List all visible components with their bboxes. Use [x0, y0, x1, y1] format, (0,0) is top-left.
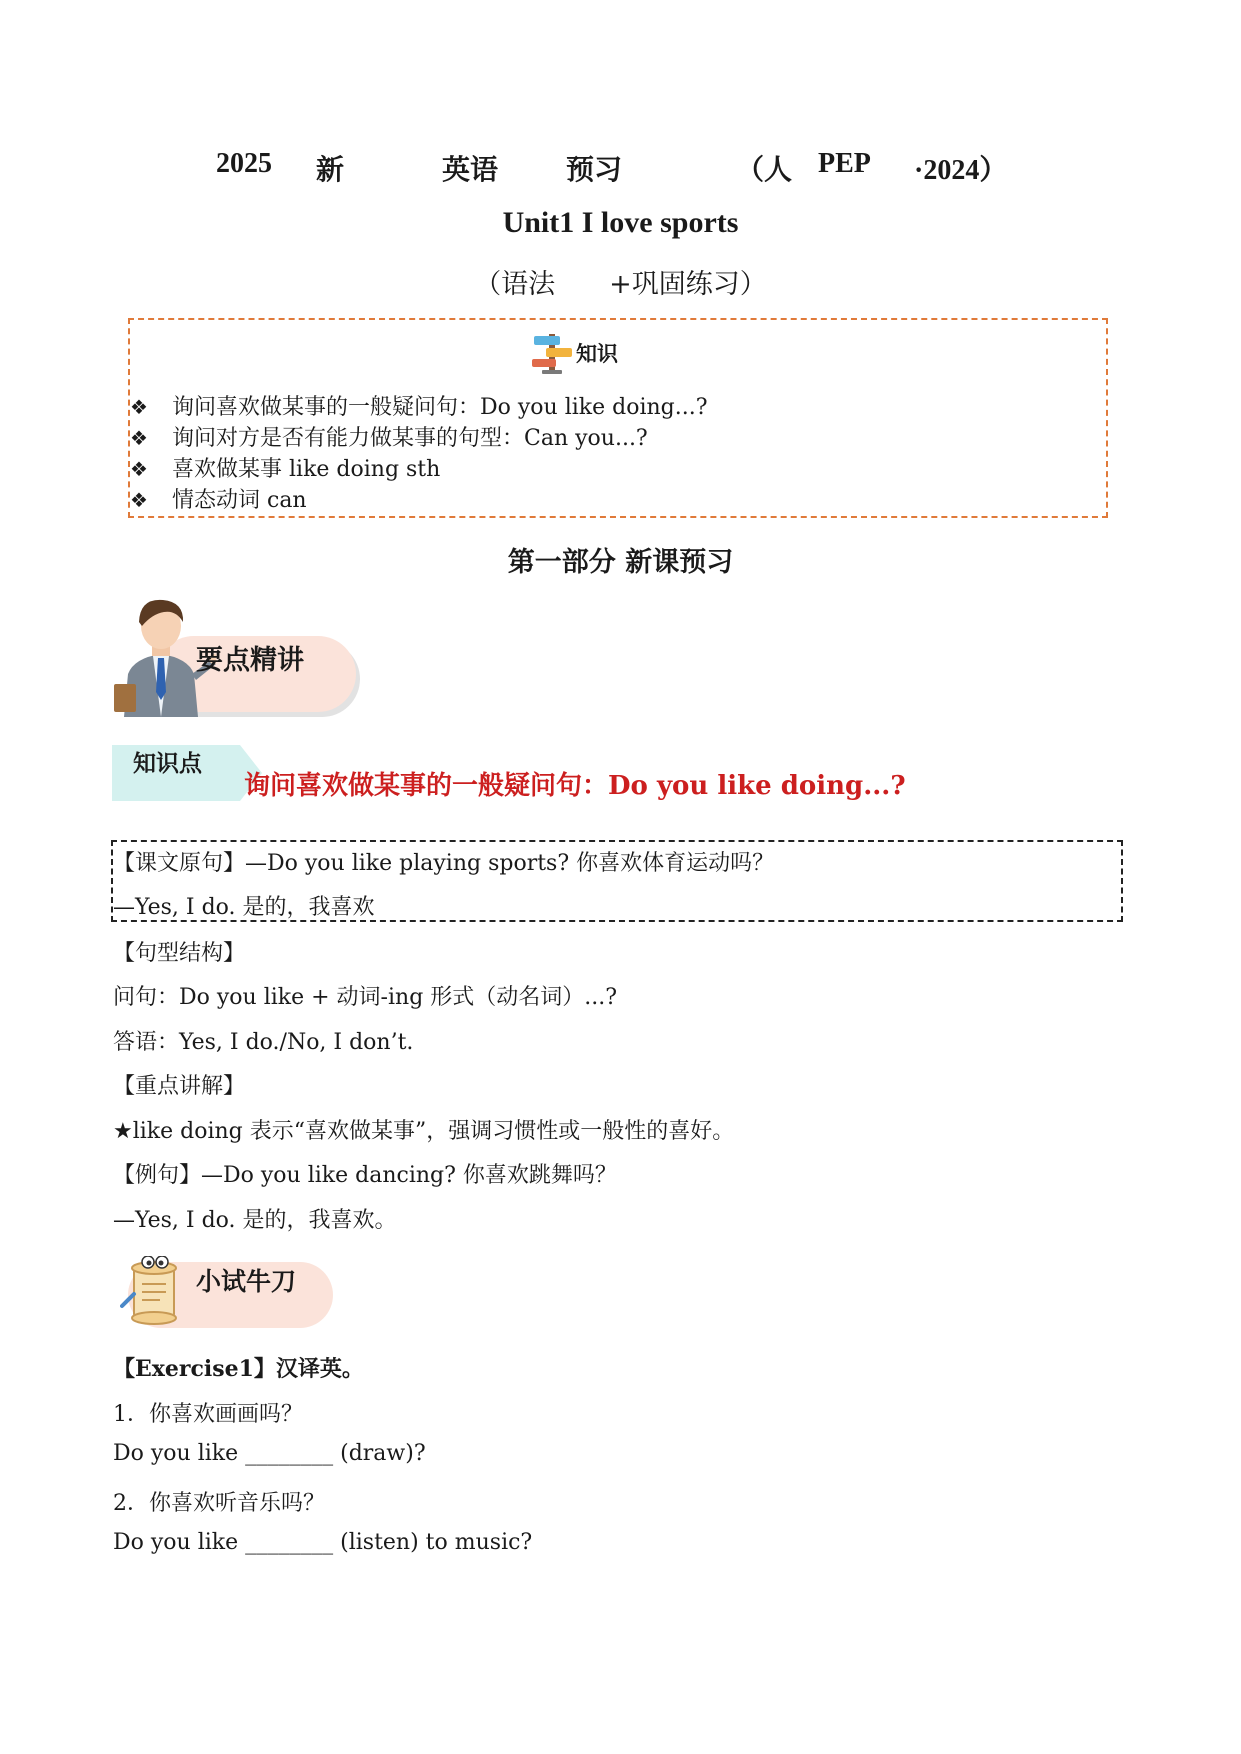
- knowledge-item-text: 喜欢做某事 like doing sth: [172, 457, 441, 482]
- title-year-close: ·2024）: [914, 155, 1008, 186]
- document-title: [0, 148, 1241, 188]
- example-answer: —Yes, I do. 是的，我喜欢。: [113, 1208, 397, 1233]
- question-pattern: 问句：Do you like + 动词-ing 形式（动名词）...?: [113, 985, 618, 1010]
- knowledge-item: [130, 390, 708, 420]
- title-pep: PEP: [818, 148, 871, 179]
- knowledge-item-text: 情态动词 can: [172, 488, 307, 513]
- exercise-question-1: 1．你喜欢画画吗？: [113, 1402, 303, 1427]
- knowledge-item-text: 询问喜欢做某事的一般疑问句：Do you like doing...?: [172, 395, 708, 420]
- knowledge-point-label: 知识点: [133, 750, 202, 777]
- title-subject: 英语: [442, 155, 499, 186]
- scroll-mascot-icon: [120, 1256, 190, 1328]
- section-heading-structure: 【句型结构】: [113, 941, 246, 966]
- knowledge-item-text: 询问对方是否有能力做某事的句型：Can you...?: [172, 426, 648, 451]
- diamond-bullet-icon: ❖: [130, 457, 148, 481]
- title-new: 新: [316, 155, 345, 186]
- answer-pattern: 答语：Yes, I do./No, I don’t.: [113, 1030, 414, 1055]
- explanation-text: ★like doing 表示“喜欢做某事”，强调习惯性或一般性的喜好。: [113, 1119, 735, 1144]
- knowledge-box-header: [528, 330, 658, 374]
- exercise-answer-2: Do you like ________ (listen) to music?: [113, 1530, 533, 1555]
- quote-line: —Yes, I do. 是的，我喜欢: [113, 895, 375, 920]
- knowledge-item: [130, 483, 307, 513]
- exercise-question-2: 2．你喜欢听音乐吗？: [113, 1491, 325, 1516]
- example-question: 【例句】—Do you like dancing? 你喜欢跳舞吗？: [113, 1163, 617, 1188]
- diamond-bullet-icon: ❖: [130, 488, 148, 512]
- practice-label: 小试牛刀: [196, 1267, 297, 1296]
- exercise-answer-1: Do you like ________ (draw)?: [113, 1441, 426, 1466]
- title-preview: 预习: [566, 155, 623, 186]
- diamond-bullet-icon: ❖: [130, 395, 148, 419]
- section-heading-explanation: 【重点讲解】: [113, 1074, 246, 1099]
- signpost-icon: [528, 330, 576, 374]
- quote-line: 【课文原句】—Do you like playing sports? 你喜欢体育运动吗？: [113, 851, 775, 876]
- title-publisher-open: （人: [736, 155, 793, 186]
- title-year: 2025: [216, 148, 272, 179]
- knowledge-item: [130, 452, 440, 482]
- knowledge-point-title: 询问喜欢做某事的一般疑问句：Do you like doing...?: [244, 771, 906, 801]
- knowledge-label: 知识: [576, 341, 618, 366]
- diamond-bullet-icon: ❖: [130, 426, 148, 450]
- part-title: 第一部分 新课预习: [507, 547, 734, 578]
- key-points-label: 要点精讲: [196, 645, 304, 676]
- sub-title: （语法 +巩固练习）: [474, 269, 767, 300]
- exercise-title: 【Exercise1】汉译英。: [113, 1356, 364, 1382]
- unit-title: Unit1 I love sports: [502, 206, 739, 239]
- knowledge-item: [130, 421, 648, 451]
